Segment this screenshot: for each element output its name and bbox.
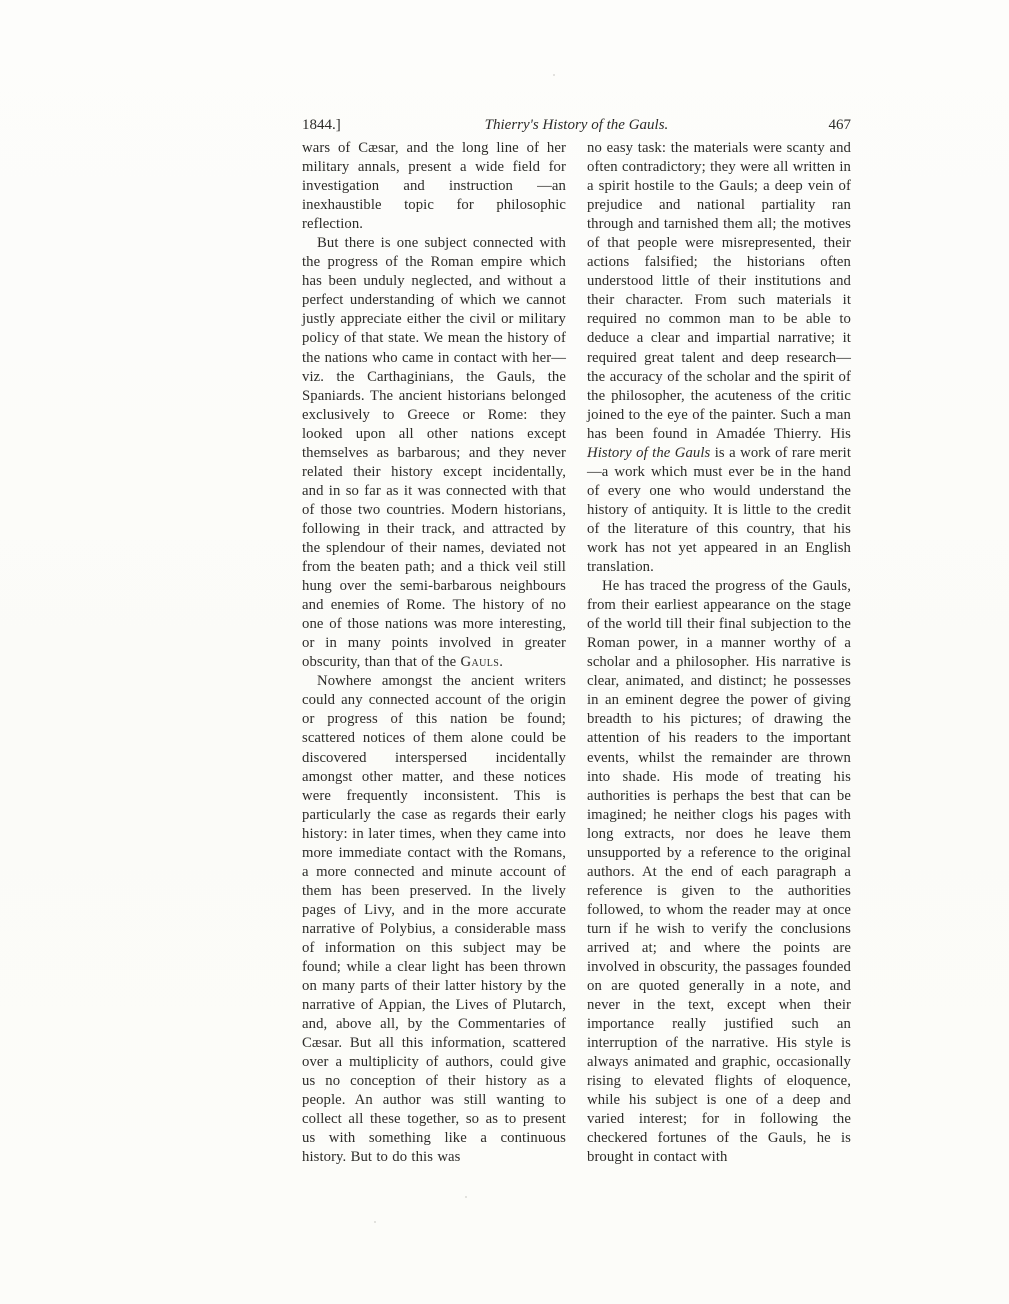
body-text: But there is one subject connected with the progress of the Roman empire which has been unduly neglected, and without a perfect understanding of which we cannot justly appreciate either the civil or military policy of that state. We mean the history of the nations who came in contact with her—viz. the Carthaginians, the Gauls, the Spaniards. The ancient historians belonged exclusively to Greece or Rome: they looked upon all other nations except themselves as barbarous; and they never related their history except incidentally, and in so far as it was connected with that of those two countries. Modern historians, following in their track, and attracted by the splendour of their names, deviated not from the beaten path; and a thick veil still hung over the semi-barbarous neighbours and enemies of Rome. The history of no one of those nations was more interesting, or in many points involved in greater obscurity, than that of the: [302, 235, 566, 671]
body-text: He has traced the progress of the Gauls, from their earliest appearance on the stage of the world till their final subjection to the Roman power, in a manner worthy of a scholar and a philosopher. His narrative is clear, animated, and distinct; he possesses in an eminent degree the power of giving breadth to his pictures; of drawing the attention of his readers to the important events, whilst the remainder are thrown into shade. His mode of treating his authorities is perhaps the best that can be imagined; he neither clogs his pages with long extracts, nor does he leave them unsupported by a reference to the original authors. At the end of each paragraph a reference is given to the authorities followed, to whom the reader may at once turn if he wish to verify the conclusions arrived at; and where the points are involved in obscurity, the passages founded on are quoted generally in a note, and never in the text, except when their importance really justified such an interruption of the narrative. His style is always animated and graphic, occasionally rising to elevated flights of eloquence, while his subject is one of a deep and varied interest; for in following the checkered fortunes of the Gauls, he is brought in contact with: [587, 578, 851, 1166]
body-text: .: [499, 654, 504, 671]
body-text: no easy task: the materials were scanty and often contradictory; they were all written in a spirit hostile to the Gauls; a deep vein of prejudice and national partiality ran through and tarnished them all; the motives of that people were misrepresented, their actions falsified; the historians often understood little of their institutions and their character. From such materials it required no common man to be able to deduce a clear and impartial narrative; it required great talent and deep research—the accuracy of the scholar and the spirit of the philosopher, the acuteness of the critic joined to the eye of the painter. Such a man has been found in Amadée Thierry. His: [587, 140, 851, 442]
smallcaps-text: Gauls: [460, 654, 500, 671]
scan-speck: [553, 74, 555, 76]
page-header: [302, 116, 851, 135]
text-columns: [302, 139, 851, 1168]
paragraph: [587, 139, 851, 577]
column-right: [587, 139, 851, 1168]
scan-speck: [465, 1196, 467, 1198]
body-text: wars of Cæsar, and the long line of her military annals, present a wide field for investigation and instruction —an inexhaustible topic for philosophic reflection.: [302, 140, 566, 233]
body-text: Nowhere amongst the ancient writers could any connected account of the origin or progress of this nation be found; scattered notices of them alone could be discovered interspersed incidentally amongst other matter, and these notices were frequently inconsistent. This is particularly the case as regards their early history: in later times, when they came into more immediate contact with the Romans, a more connected and minute account of them has been preserved. In the lively pages of Livy, and in the more accurate narrative of Polybius, a considerable mass of information on this subject may be found; while a clear light has been thrown on many parts of their latter history by the narrative of Appian, the Lives of Plutarch, and, above all, by the Commentaries of Cæsar. But all this information, scattered over a multiplicity of authors, could give us no conception of their history as a people. An author was still wanting to collect all these together, so as to present us with something like a continuous history. But to do this was: [302, 673, 566, 1166]
italic-text: History of the Gauls: [587, 444, 711, 461]
paragraph: [302, 234, 566, 672]
column-left: [302, 139, 566, 1168]
header-page-number: 467: [828, 117, 851, 133]
paragraph: [302, 672, 566, 1167]
body-text: is a work of rare merit—a work which must ever be in the hand of every one who would understand the history of antiquity. It is little to the credit of the literature of this country, that his work has not yet appeared in an English translation.: [587, 444, 852, 576]
paragraph: [302, 139, 566, 234]
paragraph: [587, 577, 851, 1167]
scan-speck: [374, 1221, 376, 1223]
header-date: 1844.]: [302, 117, 341, 133]
page-content: [302, 116, 851, 1168]
header-title: Thierry's History of the Gauls.: [484, 117, 669, 133]
